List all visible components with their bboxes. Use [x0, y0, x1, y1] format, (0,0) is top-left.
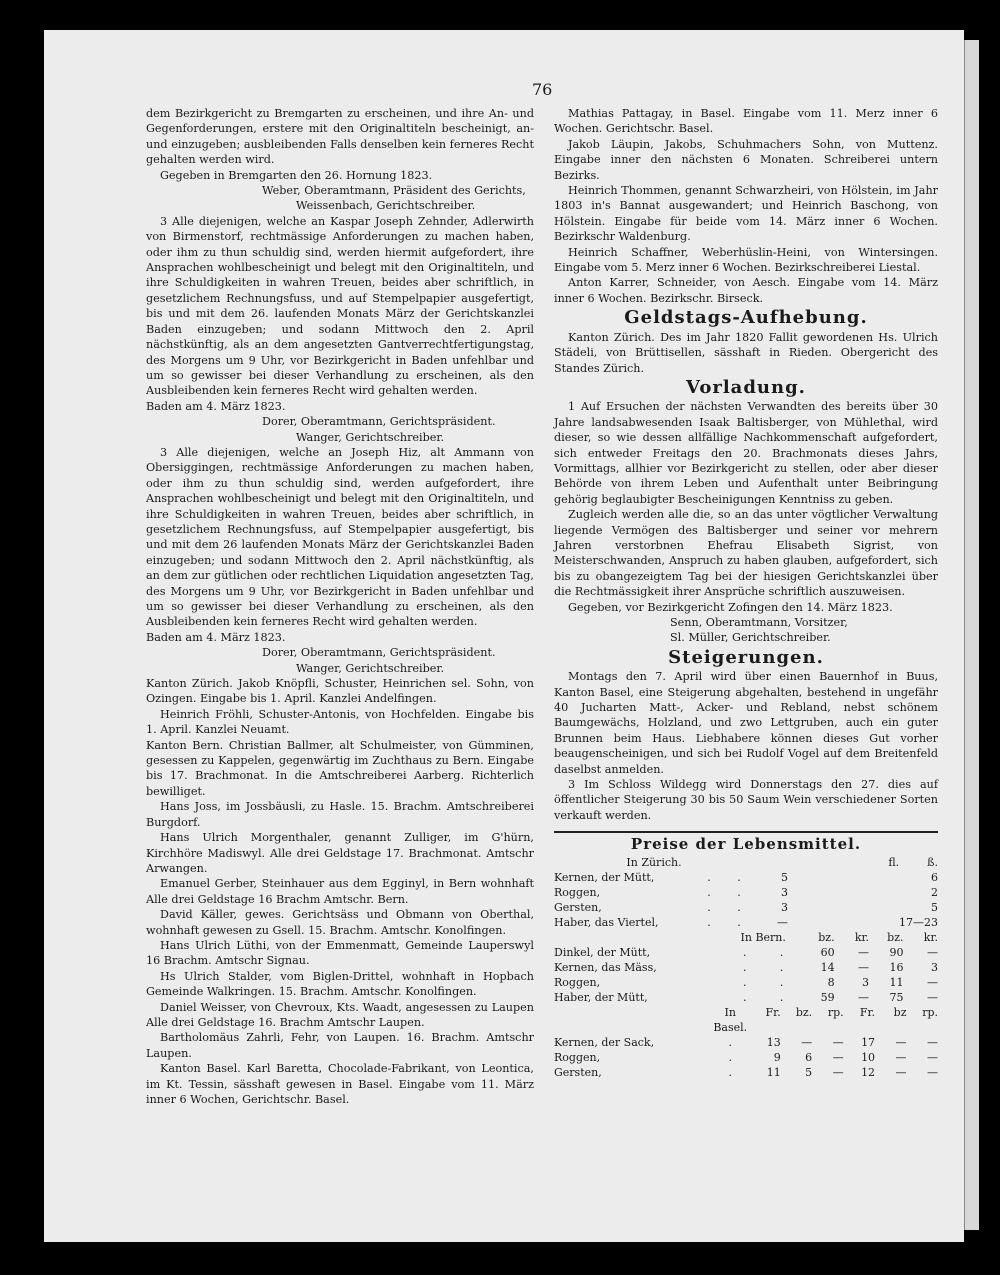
signature: Dorer, Oberamtmann, Gerichtspräsident.: [262, 646, 496, 660]
unit-label: rp.: [922, 1005, 938, 1019]
price-value: —: [895, 1050, 907, 1064]
table-row: Kernen, der Sack, . 13 — — 17 — —: [554, 1035, 938, 1049]
notice: Bartholomäus Zahrli, Fehr, von Laupen. 16. Brachm. Amtschr Laupen.: [146, 1031, 534, 1060]
unit-label: kr.: [923, 930, 938, 944]
price-value: 16: [889, 960, 904, 974]
item-label: Gersten,: [554, 1065, 602, 1079]
item-label: Gersten,: [554, 900, 602, 914]
signature: Senn, Oberamtmann, Vorsitzer,: [670, 616, 848, 629]
unit-label: bz.: [887, 930, 904, 944]
notice: Jakob Läupin, Jakobs, Schuhmachers Sohn, von Muttenz. Eingabe inner den nächsten 6 Monaten. Schreiberei untern Bezirks.: [554, 137, 938, 182]
price-value: 10: [861, 1050, 876, 1064]
notice: Kanton Bern. Christian Ballmer, alt Schulmeister, von Gümminen, gesessen zu Kappelen, gegenwärtig im Zuchthaus zu Bern. Eingabe bis 17. Brachmonat. In die Amtschreiberei Aarberg. Richterlich bewilliget.: [146, 738, 534, 798]
section-heading: Vorladung.: [686, 376, 806, 398]
price-value: 5: [931, 900, 938, 914]
divider: [554, 831, 938, 833]
price-table: [554, 930, 938, 1005]
table-row: Roggen, . . 8 3 11 —: [554, 975, 938, 989]
item-label: Roggen,: [554, 885, 601, 899]
price-value: 9: [773, 1050, 781, 1064]
item-label: Haber, das Viertel,: [554, 915, 659, 929]
price-value: —: [927, 1065, 938, 1079]
price-value: —: [801, 1035, 813, 1049]
item-label: Haber, der Mütt,: [554, 990, 648, 1004]
unit-label: bz.: [795, 1005, 813, 1019]
price-value: 17—23: [899, 915, 938, 929]
table-row: Kernen, das Mäss, . . 14 — 16 3: [554, 960, 938, 974]
table-row: Roggen, . 9 6 — 10 — —: [554, 1050, 938, 1064]
unit-label: Fr.: [859, 1005, 876, 1019]
item-label: Kernen, der Sack,: [554, 1035, 655, 1049]
price-value: 12: [861, 1065, 876, 1079]
price-value: 3: [781, 885, 788, 899]
notice: Mathias Pattagay, in Basel. Eingabe vom 11. Merz inner 6 Wochen. Gerichtschr. Basel.: [554, 107, 938, 136]
paragraph: 3 Alle diejenigen, welche an Joseph Hiz, alt Ammann von Obersiggingen, rechtmässige Anforderungen zu machen haben, oder ihm zu thun schuldig sind, werden aufgefordert, ihre Ansprachen wohlbescheinigt und belegt mit den Originaltiteln, und ihre Schuldigkeiten in wahren Treuen, beides aber schriftlich, in gesetzlichem Rechnungsfuss, auf Stempelpapier ausgefertigt, bis und mit dem 26 laufenden Monats März der Gerichtskanzlei Baden einzugeben; und sodann Mittwoch den 2. April nächstkünftig, als an dem zur gütlichen oder rechtlichen Liquidation angesetzten Tag, des Morgens um 9 Uhr, vor Bezirkgericht in Baden unfehlbar und um so gewisser bei dieser Verhandlung zu erscheinen, als den Ausbleibenden kein ferneres Recht wird gehalten werden.: [146, 445, 534, 629]
price-value: 6: [931, 870, 938, 884]
price-value: 60: [820, 945, 835, 959]
price-value: —: [927, 975, 938, 989]
price-value: 14: [820, 960, 835, 974]
section-heading: Geldstags-Aufhebung.: [624, 307, 868, 329]
price-value: 13: [766, 1035, 781, 1049]
price-value: —: [858, 960, 870, 974]
table-row: Haber, das Viertel, . . — 17—23: [554, 915, 938, 929]
table-row: Roggen, . . 3 2: [554, 885, 938, 899]
page-number: 76: [532, 80, 553, 99]
dateline: Gegeben in Bremgarten den 26. Hornung 1823.: [160, 168, 433, 182]
price-value: 3: [781, 900, 788, 914]
notice: Kanton Zürich. Jakob Knöpfli, Schuster, Heinrichen sel. Sohn, von Ozingen. Eingabe bis 1. April. Kanzlei Andelfingen.: [146, 677, 534, 706]
price-value: —: [777, 915, 788, 929]
city-heading: In Bern.: [740, 930, 786, 944]
item-label: Roggen,: [554, 975, 601, 989]
left-column: [146, 106, 534, 1107]
dateline: Baden am 4. März 1823.: [146, 630, 286, 644]
table-row: Kernen, der Mütt, . . 5 6: [554, 870, 938, 884]
item-label: Kernen, das Mäss,: [554, 960, 657, 974]
table-row: Gersten, . 11 5 — 12 — —: [554, 1065, 938, 1079]
notice: Heinrich Schaffner, Weberhüslin-Heini, von Wintersingen. Eingabe vom 5. Merz inner 6 Wochen. Bezirkschreiberei Liestal.: [554, 245, 938, 275]
signature: Wanger, Gerichtschreiber.: [296, 430, 445, 444]
price-value: 6: [805, 1050, 813, 1064]
notice: Hans Joss, im Jossbäusli, zu Hasle. 15. Brachm. Amtschreiberei Burgdorf.: [146, 800, 534, 829]
signature: Weissenbach, Gerichtschreiber.: [296, 199, 476, 213]
table-row: Dinkel, der Mütt, . . 60 — 90 —: [554, 945, 938, 959]
unit-label: ß.: [927, 855, 938, 869]
notice: Hans Ulrich Morgenthaler, genannt Zulliger, im G'hürn, Kirchhöre Madiswyl. Alle drei Geldstage 17. Brachmonat. Amtschr Arwangen.: [146, 831, 534, 875]
price-value: —: [832, 1050, 844, 1064]
table-row: Haber, der Mütt, . . 59 — 75 —: [554, 990, 938, 1004]
unit-label: Fr.: [765, 1005, 781, 1019]
paragraph: 3 Alle diejenigen, welche an Kaspar Joseph Zehnder, Adlerwirth von Birmenstorf, rechtmässige Anforderungen zu machen haben, oder ihm zu thun schuldig sind, werden hiermit aufgefordert, ihre Ansprachen wohlbescheinigt und belegt mit den Originaltiteln, und ihre Schuldigkeiten in wahren Treuen, beides aber schriftlich, in gesetzlichem Rechnungsfuss, und auf Stempelpapier ausgefertigt, bis und mit dem 26. laufenden Monats März der Gerichtskanzlei Baden einzugeben; und sodann Mittwoch den 2. April nächstkünftig, als an dem angesetzten Gantverrechtfertigungstag, des Morgens um 9 Uhr, vor Bezirkgericht in Baden unfehlbar und um so gewisser bei dieser Verhandlung zu erscheinen, als den Ausbleibenden kein ferneres Recht wird gehalten werden.: [146, 214, 534, 398]
notice: Kanton Zürich. Des im Jahr 1820 Fallit gewordenen Hs. Ulrich Städeli, von Brüttisellen, sässhaft in Rieden. Obergericht des Standes Zürich.: [554, 330, 938, 375]
unit-label: bz: [893, 1005, 907, 1019]
price-value: —: [927, 945, 938, 959]
price-value: 90: [889, 945, 904, 959]
price-value: 11: [766, 1065, 781, 1079]
notice: Hans Ulrich Lüthi, von der Emmenmatt, Gemeinde Lauperswyl 16 Brachm. Amtschr Signau.: [146, 938, 534, 968]
notice: Anton Karrer, Schneider, von Aesch. Eingabe vom 14. März inner 6 Wochen. Bezirkschr. Birseck.: [554, 276, 938, 305]
item-label: Roggen,: [554, 1050, 601, 1064]
unit-label: bz.: [818, 930, 835, 944]
price-value: —: [895, 1065, 907, 1079]
city-heading: In Basel.: [713, 1005, 748, 1034]
unit-label: rp.: [827, 1005, 844, 1019]
table-row: [554, 855, 938, 870]
price-value: 2: [931, 885, 938, 899]
dateline: Gegeben, vor Bezirkgericht Zofingen den 14. März 1823.: [568, 600, 893, 614]
price-value: —: [832, 1035, 844, 1049]
unit-label: kr.: [854, 930, 870, 944]
signature: Dorer, Oberamtmann, Gerichtspräsident.: [262, 415, 496, 429]
price-value: —: [832, 1065, 844, 1079]
notice: Daniel Weisser, von Chevroux, Kts. Waadt, angesessen zu Laupen Alle drei Geldstage 16. Brachm Amtschr Laupen.: [146, 1000, 534, 1029]
notice: Kanton Basel. Karl Baretta, Chocolade-Fabrikant, von Leontica, im Kt. Tessin, sässhaft gewesen in Basel. Eingabe vom 11. März inner 6 Wochen, Gerichtschr. Basel.: [146, 1062, 534, 1106]
paragraph: Zugleich werden alle die, so an das unter vögtlicher Verwaltung liegende Vermögen des Baltisberger und seiner vor mehrern Jahren verstorbnen Ehefrau Elisabeth Sigrist, von Meisterschwanden, Anspruch zu haben glauben, aufgefordert, sich bis zu obangezeigtem Tag bei der hiesigen Gerichtskanzlei über die Rechtmässigkeit ihrer Ansprüche schriftlich auszuweisen.: [554, 508, 938, 599]
table-row: Gersten, . . 3 5: [554, 900, 938, 914]
right-column: [554, 106, 938, 1080]
table-row: [554, 930, 938, 945]
price-value: —: [858, 990, 870, 1004]
newspaper-page: [44, 30, 964, 1242]
price-table: [554, 855, 938, 930]
price-value: 11: [889, 975, 904, 989]
paragraph: 3 Im Schloss Wildegg wird Donnerstags den 27. dies auf öffentlicher Steigerung 30 bis 50 Saum Wein verschiedener Sorten verkauft werden.: [554, 778, 938, 822]
notice: Emanuel Gerber, Steinhauer aus dem Egginyl, in Bern wohnhaft Alle drei Geldstage 16 Brachm Amtschr. Bern.: [146, 877, 534, 906]
price-value: 59: [820, 990, 835, 1004]
price-value: 5: [805, 1065, 813, 1079]
price-value: 17: [861, 1035, 876, 1049]
item-label: Kernen, der Mütt,: [554, 870, 655, 884]
unit-label: fl.: [888, 855, 900, 869]
page-edge: [964, 40, 979, 1230]
price-value: 8: [827, 975, 835, 989]
item-label: Dinkel, der Mütt,: [554, 945, 651, 959]
notice: David Käller, gewes. Gerichtsäss und Obmann von Oberthal, wohnhaft gewesen zu Gsell. 15. Brachm. Amtschr. Konolfingen.: [146, 908, 534, 937]
section-heading: Steigerungen.: [668, 646, 824, 668]
price-value: —: [858, 945, 870, 959]
prices-title: Preise der Lebensmittel.: [630, 835, 862, 854]
table-row: [554, 1005, 938, 1035]
signature: Wanger, Gerichtschreiber.: [296, 661, 445, 675]
price-value: —: [927, 990, 938, 1004]
paragraph: 1 Auf Ersuchen der nächsten Verwandten des bereits über 30 Jahre landsabwesenden Isaak Baltisberger, von Mühlethal, wird dieser, so wie dessen allfällige Nachkommenschaft aufgefordert, sich entweder Freitags den 20. Brachmonats dieses Jahrs, Vormittags, allhier vor Bezirkgericht zu stellen, oder aber dieser Behörde von ihrem Leben und Aufenthalt unter Beibringung gehörig beglaubigter Bescheinigungen Kenntniss zu geben.: [554, 400, 938, 506]
signature: Weber, Oberamtmann, Präsident des Gerichts,: [262, 184, 526, 198]
price-value: 5: [781, 870, 788, 884]
price-value: —: [927, 1050, 938, 1064]
city-heading: In Zürich.: [626, 855, 682, 869]
notice: Heinrich Fröhli, Schuster-Antonis, von Hochfelden. Eingabe bis 1. April. Kanzlei Neuamt.: [146, 707, 534, 737]
price-value: 75: [889, 990, 904, 1004]
price-value: 3: [862, 975, 870, 989]
price-value: —: [927, 1035, 938, 1049]
price-table: [554, 1005, 938, 1080]
signature: Sl. Müller, Gerichtschreiber.: [670, 631, 831, 645]
paragraph: dem Bezirkgericht zu Bremgarten zu erscheinen, und ihre An- und Gegenforderungen, erstere mit den Originaltiteln bescheinigt, an- und einzugeben; ausbleibenden Falls denselben kein ferneres Recht gehalten werden wird.: [146, 107, 534, 167]
notice: Hs Ulrich Stalder, vom Biglen-Drittel, wohnhaft in Hopbach Gemeinde Walkringen. 15. Brachm. Amtschr. Konolfingen.: [146, 969, 534, 999]
price-value: —: [895, 1035, 907, 1049]
dateline: Baden am 4. März 1823.: [146, 399, 286, 413]
price-value: 3: [931, 960, 938, 974]
notice: Heinrich Thommen, genannt Schwarzheiri, von Hölstein, im Jahr 1803 in's Bannat ausgewandert; und Heinrich Baschong, von Hölstein. Eingabe für beide vom 14. März inner 6 Wochen. Bezirkschr Waldenburg.: [554, 184, 938, 244]
paragraph: Montags den 7. April wird über einen Bauernhof in Buus, Kanton Basel, eine Steigerung abgehalten, bestehend in ungefähr 40 Jucharten Matt-, Acker- und Rebland, nebst schönem Baumgewächs, Holzland, und zwo Lettgruben, auch ein guter Brunnen beim Haus. Liebhabere können dieses Gut vorher beaugenscheinigen, und sich bei Rudolf Vogel auf dem Breitenfeld daselbst anmelden.: [554, 670, 938, 776]
